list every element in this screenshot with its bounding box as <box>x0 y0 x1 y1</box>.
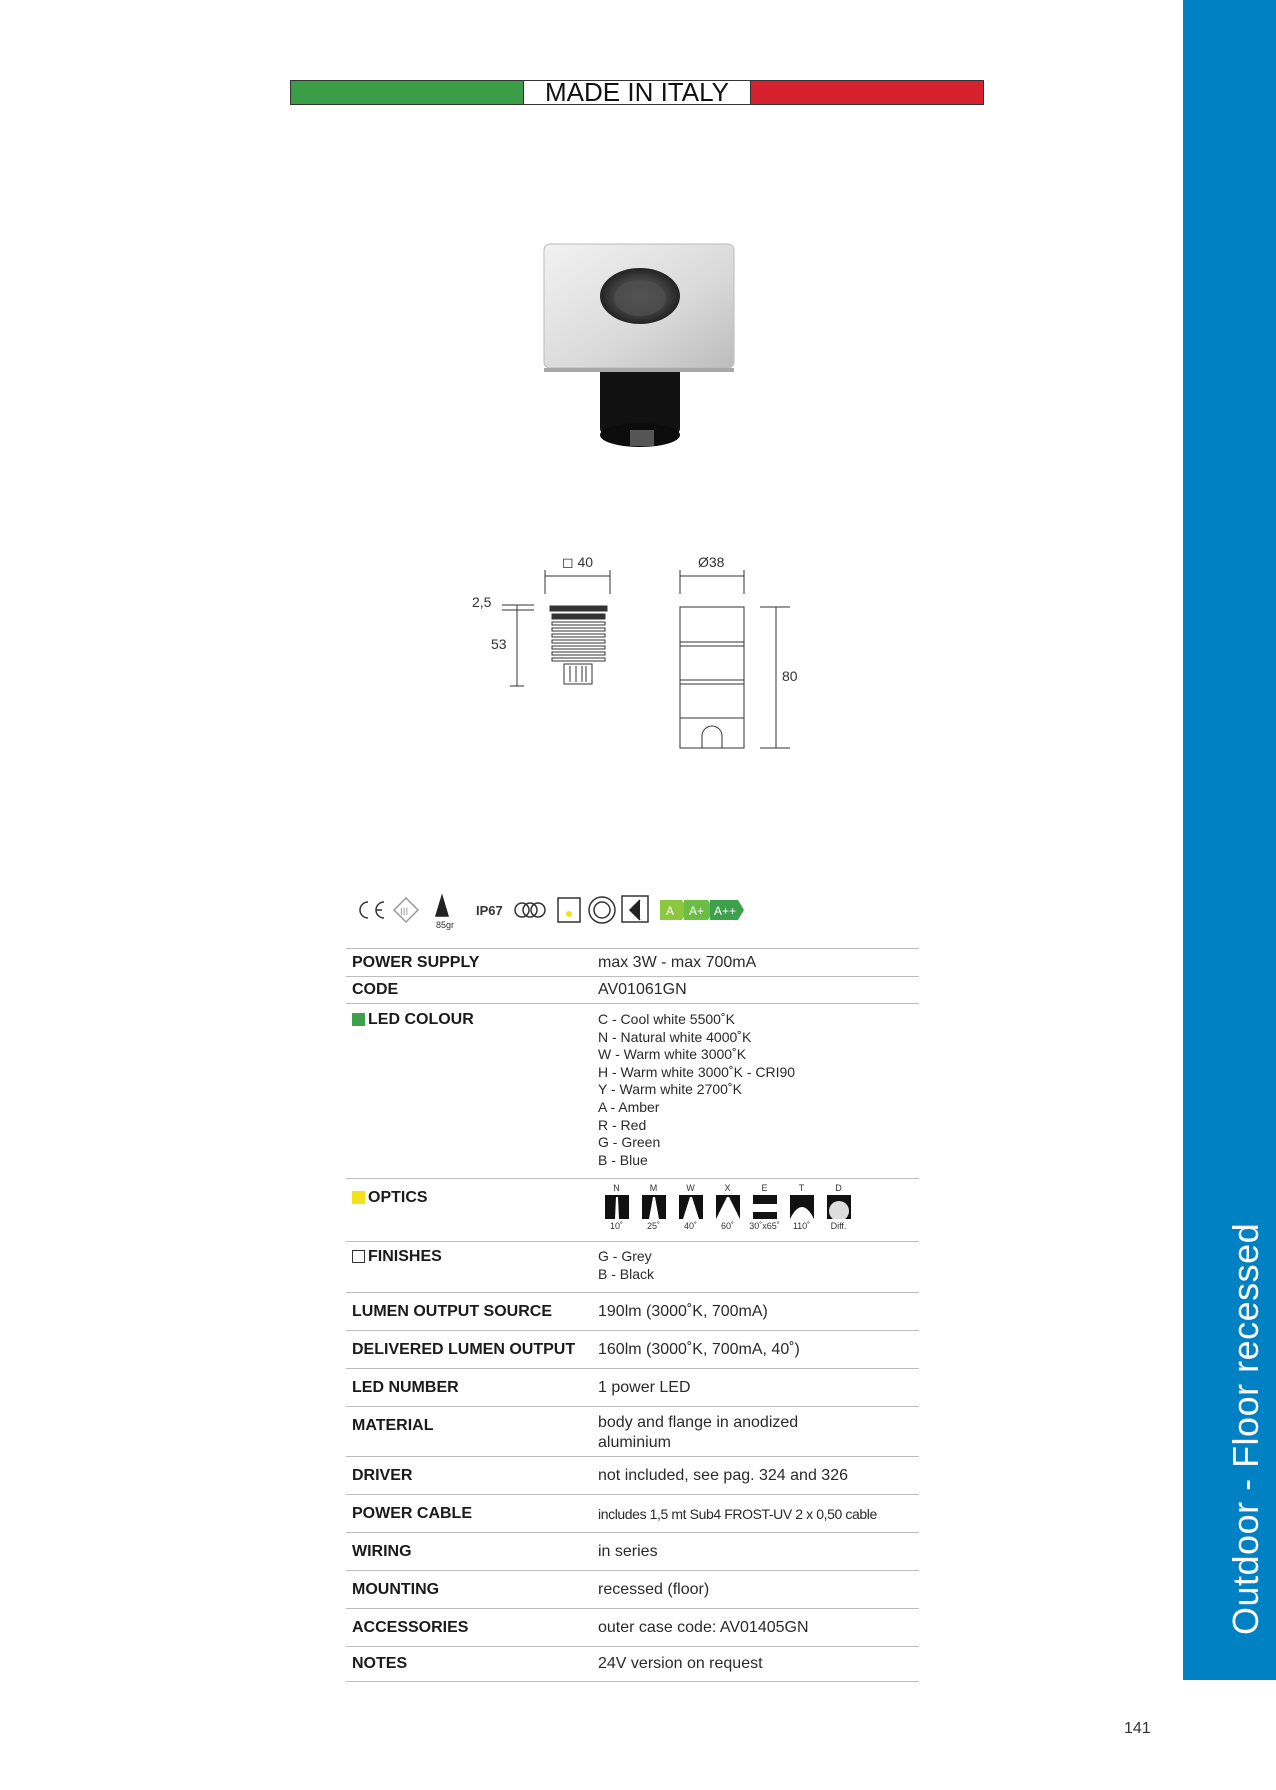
led-colour-options <box>598 1011 919 1178</box>
spec-value: not included, see pag. 324 and 326 <box>598 1466 848 1484</box>
led-colour-option: W - Warm white 3000˚K <box>598 1046 747 1063</box>
diameter-label: Ø38 <box>698 554 725 570</box>
spec-row-optics <box>346 1178 919 1241</box>
flag-red-stripe <box>751 81 983 104</box>
spec-row-driver <box>346 1456 919 1494</box>
optic-angle: 25˚ <box>646 1221 660 1231</box>
spec-label: MOUNTING <box>352 1580 440 1598</box>
optic-beam-diffused-icon <box>820 1195 857 1219</box>
optic-angle: 110˚ <box>792 1221 811 1231</box>
spec-label: OPTICS <box>368 1189 428 1206</box>
led-colour-option: C - Cool white 5500˚K <box>598 1011 735 1027</box>
spec-row-led-colour <box>346 1003 919 1178</box>
spec-row-material <box>346 1406 919 1456</box>
spec-value: AV01061GN <box>598 981 687 998</box>
optic-code: W <box>686 1183 695 1193</box>
spec-row-mounting <box>346 1570 919 1608</box>
yellow-square-icon <box>352 1191 365 1204</box>
technical-drawing <box>460 548 820 758</box>
spec-label: ACCESSORIES <box>352 1618 469 1636</box>
optics-chart <box>598 1183 919 1241</box>
cert-icons-svg <box>350 890 790 930</box>
optic-beam-110-icon <box>783 1195 820 1219</box>
optic-angle: 60˚ <box>720 1221 734 1231</box>
spec-label: LUMEN OUTPUT SOURCE <box>352 1302 552 1320</box>
spec-value: recessed (floor) <box>598 1580 710 1598</box>
empty-square-icon <box>352 1250 365 1263</box>
led-colour-option: A - Amber <box>598 1098 660 1115</box>
optic-code: N <box>613 1183 620 1193</box>
spec-label: DELIVERED LUMEN OUTPUT <box>352 1340 576 1358</box>
ring-icon <box>515 903 529 917</box>
spec-label: MATERIAL <box>352 1417 434 1434</box>
spec-value: 160lm (3000˚K, 700mA, 40˚) <box>598 1340 800 1358</box>
energy-class-a: A <box>666 904 675 918</box>
finish-option: G - Grey <box>598 1248 652 1264</box>
spec-row-wiring <box>346 1532 919 1570</box>
spec-row-finishes <box>346 1241 919 1292</box>
flange-size-label: ◻ 40 <box>562 554 594 570</box>
led-colour-option: G - Green <box>598 1134 661 1151</box>
optic-code: T <box>798 1183 805 1193</box>
led-colour-option: N - Natural white 4000˚K <box>598 1028 752 1045</box>
spec-row-delivered-lumen-output <box>346 1330 919 1368</box>
weight-icon <box>436 896 448 916</box>
spec-label: POWER SUPPLY <box>352 953 480 971</box>
optic-code: D <box>835 1183 842 1193</box>
optic-beam-wide-icon <box>672 1195 709 1219</box>
spec-label: POWER CABLE <box>352 1504 472 1522</box>
spec-label: DRIVER <box>352 1466 413 1484</box>
spec-label-finishes <box>346 1248 598 1292</box>
spec-label-led-colour <box>346 1011 598 1178</box>
energy-class-a-plus-plus: A++ <box>714 904 737 918</box>
certification-icons <box>350 890 790 930</box>
spec-value: includes 1,5 mt Sub4 FROST-UV 2 x 0,50 cable <box>598 1505 877 1522</box>
led-colour-option: R - Red <box>598 1116 647 1133</box>
optic-code: M <box>649 1183 658 1193</box>
spec-table <box>346 948 919 1682</box>
spec-label: LED COLOUR <box>368 1011 474 1028</box>
spec-row-lumen-output-source <box>346 1292 919 1330</box>
optic-angle: 10˚ <box>609 1221 623 1231</box>
spec-value: outer case code: AV01405GN <box>598 1618 809 1636</box>
optic-code: X <box>724 1183 731 1193</box>
finish-option: B - Black <box>598 1265 655 1282</box>
spec-row-accessories <box>346 1608 919 1646</box>
spec-value-material <box>598 1413 919 1456</box>
case-height-label: 80 <box>782 668 798 684</box>
spec-row-power-supply <box>346 948 919 976</box>
optic-angle: Diff. <box>830 1221 847 1231</box>
optic-beam-narrow-icon <box>598 1195 635 1219</box>
spec-row-notes <box>346 1646 919 1682</box>
spec-label: WIRING <box>352 1542 412 1560</box>
category-label: Outdoor - Floor recessed <box>1224 1222 1266 1635</box>
banner-text: MADE IN ITALY <box>523 81 751 104</box>
spec-label: LED NUMBER <box>352 1378 459 1396</box>
flange-height-label: 2,5 <box>472 594 492 610</box>
spec-value: 1 power LED <box>598 1378 691 1396</box>
spec-label: CODE <box>352 981 399 998</box>
optic-beam-extra-wide-icon <box>709 1195 746 1219</box>
led-colour-option: B - Blue <box>598 1151 648 1168</box>
led-colour-option: H - Warm white 3000˚K - CRI90 <box>598 1063 796 1080</box>
product-photo <box>530 230 750 460</box>
spec-label: FINISHES <box>368 1248 442 1265</box>
optic-angle: 30˚x65˚ <box>749 1221 780 1231</box>
finishes-options <box>598 1248 919 1292</box>
spec-row-led-number <box>346 1368 919 1406</box>
spec-value: in series <box>598 1542 658 1560</box>
spec-label: NOTES <box>352 1655 408 1672</box>
rotation-icon <box>589 897 615 923</box>
optic-code: E <box>761 1183 768 1193</box>
spec-value: max 3W - max 700mA <box>598 953 757 971</box>
spec-label-optics <box>346 1183 598 1241</box>
led-colour-option: Y - Warm white 2700˚K <box>598 1081 742 1098</box>
made-in-italy-banner <box>290 77 984 107</box>
spec-value: 24V version on request <box>598 1655 763 1672</box>
spec-value: 190lm (3000˚K, 700mA) <box>598 1302 768 1320</box>
body-height-label: 53 <box>491 636 507 652</box>
optic-beam-medium-icon <box>635 1195 672 1219</box>
page-number: 141 <box>1124 1720 1151 1737</box>
spec-row-power-cable <box>346 1494 919 1532</box>
energy-class-a-plus: A+ <box>689 904 705 918</box>
lamp-box-icon <box>558 898 580 922</box>
spec-row-code <box>346 976 919 1003</box>
ip-rating-label: IP67 <box>476 903 503 918</box>
optic-beam-elliptical-icon <box>746 1195 783 1219</box>
green-square-icon <box>352 1013 365 1026</box>
category-sidebar-label-wrap <box>1183 0 1276 1680</box>
ce-mark-icon <box>360 902 368 918</box>
flag-green-stripe <box>291 81 523 104</box>
weight-label: 85gr <box>436 920 455 930</box>
material-line: body and flange in anodized <box>598 1414 799 1431</box>
svg-text:III: III <box>400 907 409 918</box>
material-line: aluminium <box>598 1434 671 1451</box>
optic-angle: 40˚ <box>683 1221 697 1231</box>
dimension-drawing <box>460 548 820 758</box>
